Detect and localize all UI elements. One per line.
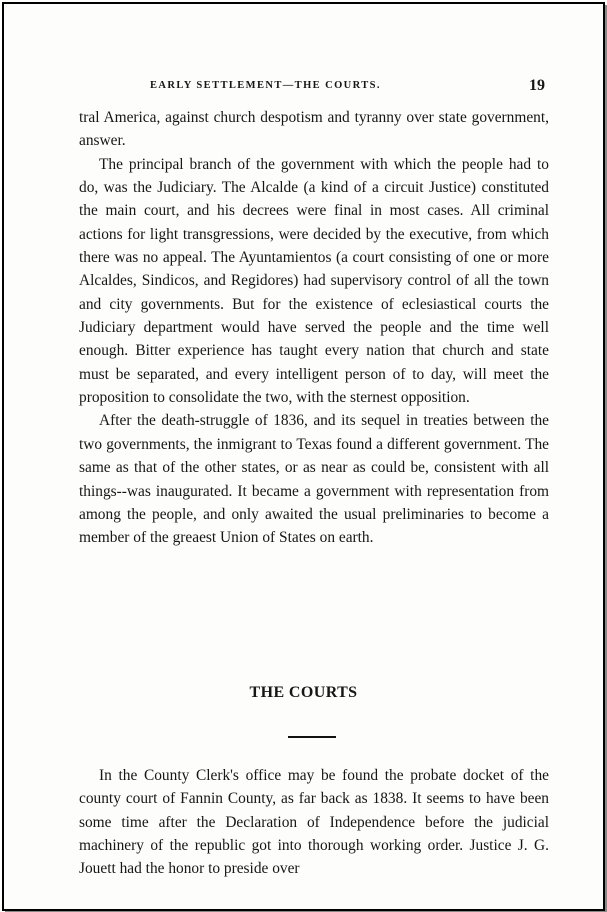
page-number: 19 — [529, 77, 545, 94]
paragraph-courts: In the County Clerk's office may be found the probate docket of the county court of Fannin County, as far back as 1838. It seems to have been some time after the Declaration of Independence before the judicial machinery of the republic got into thorough working order. Justice J. G. Jouett had the honor to preside over — [79, 767, 549, 878]
running-title: EARLY SETTLEMENT—THE COURTS. — [150, 80, 381, 91]
section-heading: THE COURTS — [249, 684, 358, 701]
book-page — [2, 2, 605, 911]
running-head — [4, 77, 603, 96]
body-text-lower — [79, 764, 549, 881]
body-text-upper — [79, 106, 549, 550]
paragraph-after-1836: After the death-struggle of 1836, and its sequel in treaties between the two governments, the inmigrant to Texas found a different government. The same as that of the other states, or as near as could be, consistent with all things--was inaugurated. It became a government with representation from among the people, and only awaited the usual preliminaries to become a member of the greaest Union of States on earth. — [79, 412, 549, 547]
section-divider — [288, 736, 336, 738]
paragraph-judiciary: The principal branch of the government with which the people had to do, was the Judiciary. The Alcalde (a kind of a circuit Justice) constituted the main court, and his decrees were final in most cases. All criminal actions for light transgressions, were decided by the executive, from which there was no appeal. The Ayuntamientos (a court consisting of one or more Alcaldes, Sindicos, and Regidores) had supervisory control of all the town and city governments. But for the existence of eclesiastical courts the Judiciary department would have served the people and the time well enough. Bitter experience has taught every nation that church and state must be separated, and every intelligent person of to day, will meet the proposition to consolidate the two, with the sternest opposition. — [79, 155, 549, 407]
paragraph-continuation: tral America, against church despotism and tyranny over state government, answer. — [79, 109, 549, 150]
